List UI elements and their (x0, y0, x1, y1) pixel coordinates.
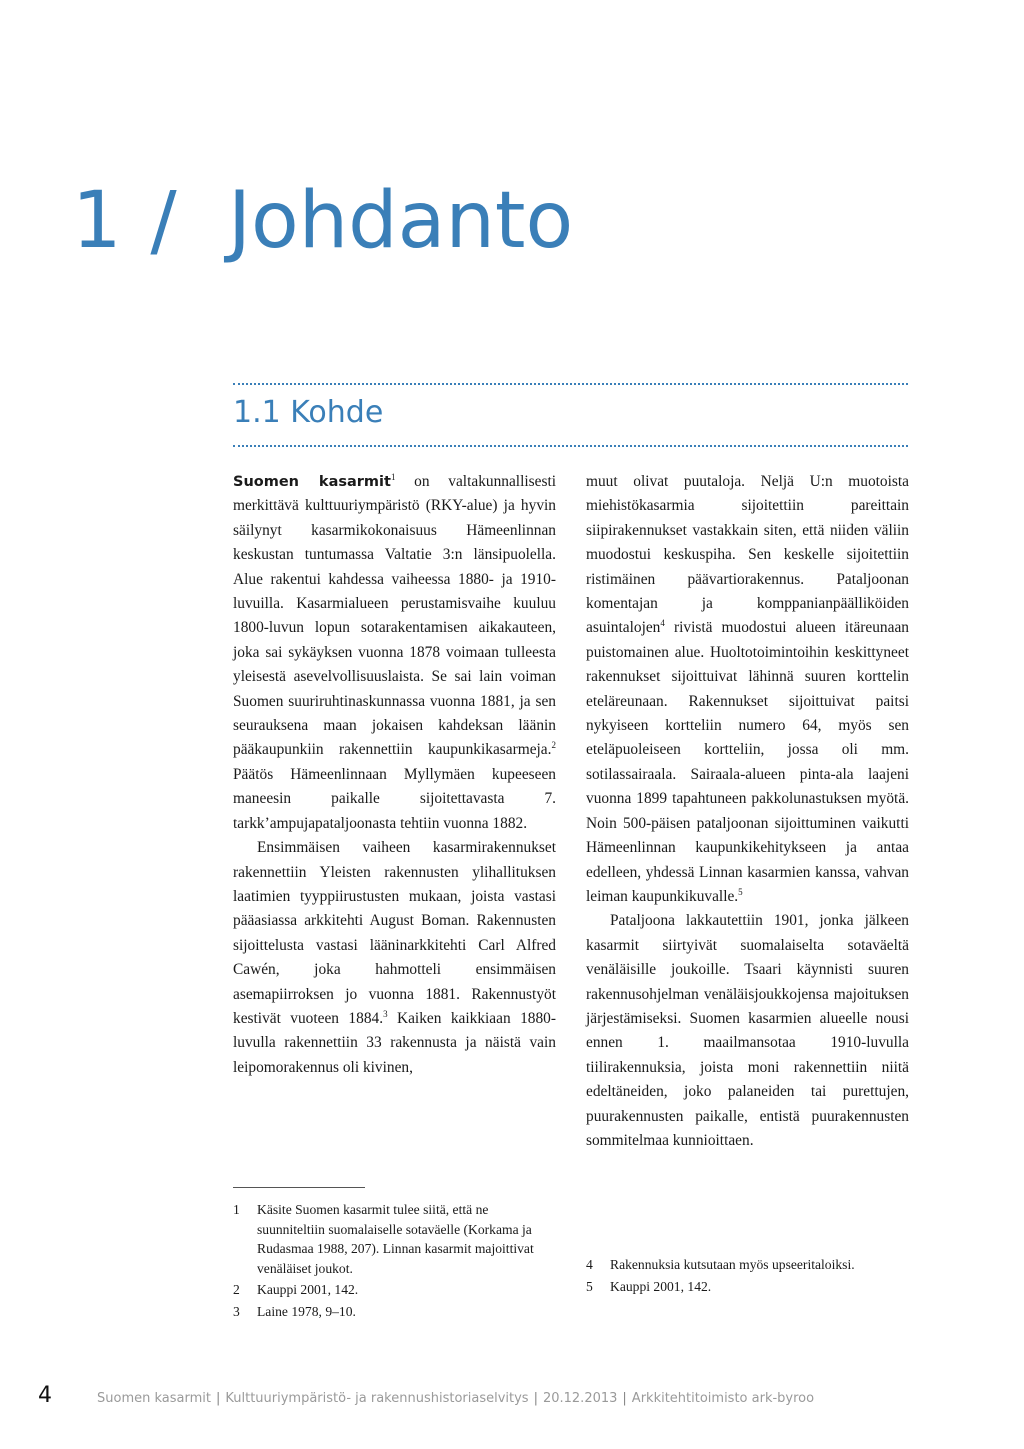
footnote-ref-1: 1 (390, 471, 396, 482)
paragraph-2-text-b-right: muut olivat puutaloja. Neljä U:n muotoista miehistökasarmia sijoitettiin pareittain siipirakennukset vastakkain siten, että niiden väliin muodostui keskuspiha. Sen keskelle sijoitettiin ristimäinen päävartiorakennus. Pataljoonan komentajan ja komppanianpäälliköiden asuintalojen (586, 473, 909, 637)
paragraph-2-text-b-left: Kaiken kaikkiaan 1880-luvulla rakennettiin 33 rakennusta ja näistä vain leipomorakennus oli kivinen, (233, 1009, 556, 1076)
paragraph-2-text-c: rivistä muodostui alueen itäreunaan puistomainen alue. Huoltotoimintoihin keskittyneet rakennukset sijoittuivat lähinnä suuren korttelin eteläreunaan. Rakennukset sijoittuivat paitsi nykyiseen kortteliin numero 64, myös sen eteläpuoleiseen kortteliin, jossa oli mm. sotilassairaala. Sairaala-alueen pinta-ala laajeni vuonna 1899 tapahtuneen pakkolunastuksen myötä. Noin 500-päisen pataljoonan sijoittuminen vaikutti Hämeenlinnan kaupunkikehitykseen ja antaa edelleen, yhdessä Linnan kasarmien kanssa, vahvan leiman kaupunkikuvalle. (586, 619, 909, 905)
footnote (233, 1280, 556, 1300)
footnote-number: 2 (233, 1282, 240, 1298)
section-rule-top (233, 383, 908, 385)
footnote-number: 1 (233, 1202, 240, 1217)
paragraph-2-text-a: Ensimmäisen vaiheen kasarmirakennukset rakennettiin Yleisten rakennusten ylihallituksen laatimien tyyppiirustusten mukaan, joista vastasi pääasiassa arkkitehti August Boman. Rakennusten sijoittelusta vastasi lääninarkkitehti Carl Alfred Cawén, joka hahmotteli ensimmäisen asemapiirroksen jo vuonna 1881. Rakennustyöt kestivät vuoteen 1884. (233, 839, 556, 1027)
running-footer (97, 1391, 814, 1406)
footnotes-left (233, 1200, 556, 1324)
footnote-text: Kauppi 2001, 142. (257, 1282, 359, 1298)
footer-separator: | (533, 1391, 538, 1406)
footnote-ref-4: 4 (660, 618, 665, 629)
footnote (233, 1200, 556, 1278)
footnote-ref-3: 3 (383, 1008, 388, 1019)
footnotes-right (586, 1255, 909, 1298)
paragraph-1 (233, 470, 556, 836)
lead-term: Suomen kasarmit (233, 474, 391, 490)
footer-date: 20.12.2013 (542, 1391, 618, 1406)
footnote-text: Käsite Suomen kasarmit tulee siitä, että ne suunniteltiin suomalaiselle sotaväelle (Korkama ja Rudasmaa 1988, 207). Linnan kasarmit majoittivat venäläiset joukot. (257, 1202, 534, 1276)
footnote-text: Kauppi 2001, 142. (610, 1278, 712, 1294)
footer-office: Arkkitehtitoimisto ark-byroo (631, 1391, 815, 1406)
footnote (586, 1277, 909, 1297)
page-number: 4 (38, 1383, 52, 1408)
section-rule-bottom (233, 445, 908, 447)
footnote-number: 4 (586, 1257, 593, 1272)
footnote-divider (233, 1187, 365, 1188)
footnote-ref-2: 2 (551, 740, 556, 751)
footnote-text: Laine 1978, 9–10. (257, 1303, 356, 1319)
footer-separator: | (215, 1391, 221, 1406)
section-title: 1.1 Kohde (233, 395, 384, 430)
paragraph-3: Pataljoona lakkautettiin 1901, jonka jälkeen kasarmit siirtyivät suomalaiselta sotaväeltä venäläisille joukoille. Tsaari käynnisti suuren rakennusohjelman venäläisjoukkojensa majoituksen järjestämiseksi. Suomen kasarmien alueelle nousi ennen 1. maailmansotaa 1910-luvulla tiilirakennuksia, joista moni rakennettiin niitä edeltäneiden, joko palaneiden tai purettujen, puurakennusten paikalle, entistä puurakennusten sommitelmaa kunnioittaen. (586, 912, 909, 1149)
footnote-number: 3 (233, 1303, 240, 1319)
footnote (233, 1302, 556, 1322)
chapter-number: 1 / (72, 176, 179, 266)
paragraph-1-text-a: on valtakunnallisesti merkittävä kulttuuriympäristö (RKY-alue) ja hyvin säilynyt kasarmikokonaisuus Hämeenlinnan keskustan tuntumassa Valtatie 3:n länsipuolella. Alue rakentui kahdessa vaiheessa 1880- ja 1910-luvuilla. Kasarmialueen perustamisvaihe kuuluu 1800-luvun lopun sotarakentamisen aikakauteen, joka sai sykäyksen vuonna 1878 voimaan tulleesta yleisestä asevelvollisuuslaista. Se sai lain voiman Suomen suuriruhtinaskunnassa vuonna 1881, ja sen seurauksena maan jokaisen kahdeksan läänin pääkaupunkiin rakennettiin kaupunkikasarmeja. (233, 473, 556, 759)
chapter-title: Johdanto (228, 176, 574, 266)
footer-doc-title: Suomen kasarmit (97, 1391, 211, 1406)
footnote-text: Rakennuksia kutsutaan myös upseeritaloiksi. (610, 1257, 855, 1272)
footer-separator: | (622, 1391, 627, 1406)
footnote-number: 5 (586, 1278, 593, 1294)
footnote (586, 1255, 909, 1275)
text-column-right (586, 470, 909, 1153)
paragraph-2-continued (586, 470, 909, 909)
footer-subtitle: Kulttuuriympäristö- ja rakennushistoriaselvitys (225, 1391, 529, 1406)
paragraph-1-text-b: Päätös Hämeenlinnaan Myllymäen kupeeseen maneesin paikalle sijoitettavasta 7. tarkk’ampujapataljoonasta tehtiin vuonna 1882. (233, 765, 556, 832)
text-column-left (233, 470, 556, 1080)
paragraph-2-start (233, 836, 556, 1080)
footnote-ref-5: 5 (738, 886, 743, 897)
